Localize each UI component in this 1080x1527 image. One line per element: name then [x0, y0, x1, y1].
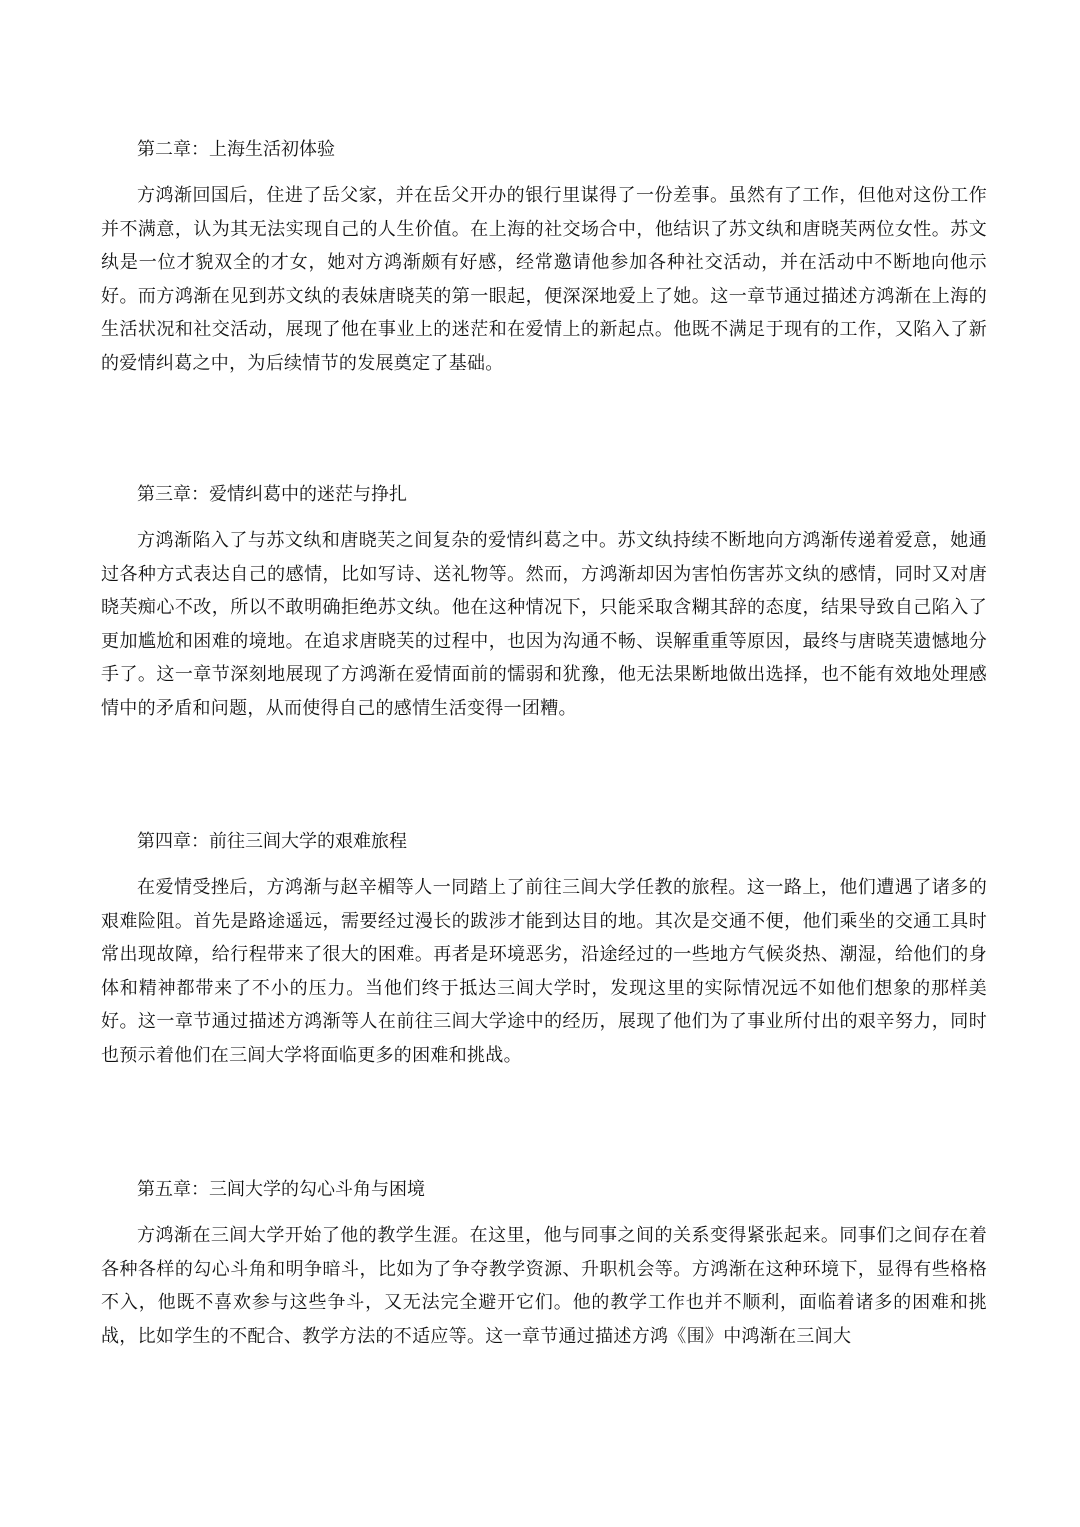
chapter-4-section: [101, 830, 987, 1072]
chapter-paragraph: 方鸿渐回国后，住进了岳父家，并在岳父开办的银行里谋得了一份差事。虽然有了工作，但他对这份工作并不满意，认为其无法实现自己的人生价值。在上海的社交场合中，他结识了苏文纨和唐晓芙两位女性。苏文纨是一位才貌双全的才女，她对方鸿渐颇有好感，经常邀请他参加各种社交活动，并在活动中不断地向他示好。而方鸿渐在见到苏文纨的表妹唐晓芙的第一眼起，便深深地爱上了她。这一章节通过描述方鸿渐在上海的生活状况和社交活动，展现了他在事业上的迷茫和在爱情上的新起点。他既不满足于现有的工作，又陷入了新的爱情纠葛之中，为后续情节的发展奠定了基础。: [101, 185, 987, 374]
chapter-paragraph: 在爱情受挫后，方鸿渐与赵辛楣等人一同踏上了前往三闾大学任教的旅程。这一路上，他们遭遇了诸多的艰难险阻。首先是路途遥远，需要经过漫长的跋涉才能到达目的地。其次是交通不便，他们乘坐的交通工具时常出现故障，给行程带来了很大的困难。再者是环境恶劣，沿途经过的一些地方气候炎热、潮湿，给他们的身体和精神都带来了不小的压力。当他们终于抵达三闾大学时，发现这里的实际情况远不如他们想象的那样美好。这一章节通过描述方鸿渐等人在前往三闾大学途中的经历，展现了他们为了事业所付出的艰辛努力，同时也预示着他们在三闾大学将面临更多的困难和挑战。: [101, 877, 987, 1066]
chapter-title: 第二章：上海生活初体验: [137, 139, 335, 160]
chapter-title: 第四章：前往三闾大学的艰难旅程: [137, 831, 407, 852]
chapter-3-section: [101, 483, 987, 725]
chapter-title: 第三章：爱情纠葛中的迷茫与挣扎: [137, 484, 407, 505]
chapter-5-section: [101, 1178, 987, 1353]
chapter-paragraph: 方鸿渐在三闾大学开始了他的教学生涯。在这里，他与同事之间的关系变得紧张起来。同事们之间存在着各种各样的勾心斗角和明争暗斗，比如为了争夺教学资源、升职机会等。方鸿渐在这种环境下，显得有些格格不入，他既不喜欢参与这些争斗，又无法完全避开它们。他的教学工作也并不顺利，面临着诸多的困难和挑战，比如学生的不配合、教学方法的不适应等。这一章节通过描述方鸿《围》中鸿渐在三闾大: [101, 1225, 987, 1347]
chapter-paragraph: 方鸿渐陷入了与苏文纨和唐晓芙之间复杂的爱情纠葛之中。苏文纨持续不断地向方鸿渐传递着爱意，她通过各种方式表达自己的感情，比如写诗、送礼物等。然而，方鸿渐却因为害怕伤害苏文纨的感情，同时又对唐晓芙痴心不改，所以不敢明确拒绝苏文纨。他在这种情况下，只能采取含糊其辞的态度，结果导致自己陷入了更加尴尬和困难的境地。在追求唐晓芙的过程中，也因为沟通不畅、误解重重等原因，最终与唐晓芙遗憾地分手了。这一章节深刻地展现了方鸿渐在爱情面前的懦弱和犹豫，他无法果断地做出选择，也不能有效地处理感情中的矛盾和问题，从而使得自己的感情生活变得一团糟。: [101, 530, 987, 719]
chapter-2-section: [101, 138, 987, 380]
chapter-title: 第五章：三闾大学的勾心斗角与困境: [137, 1179, 425, 1200]
